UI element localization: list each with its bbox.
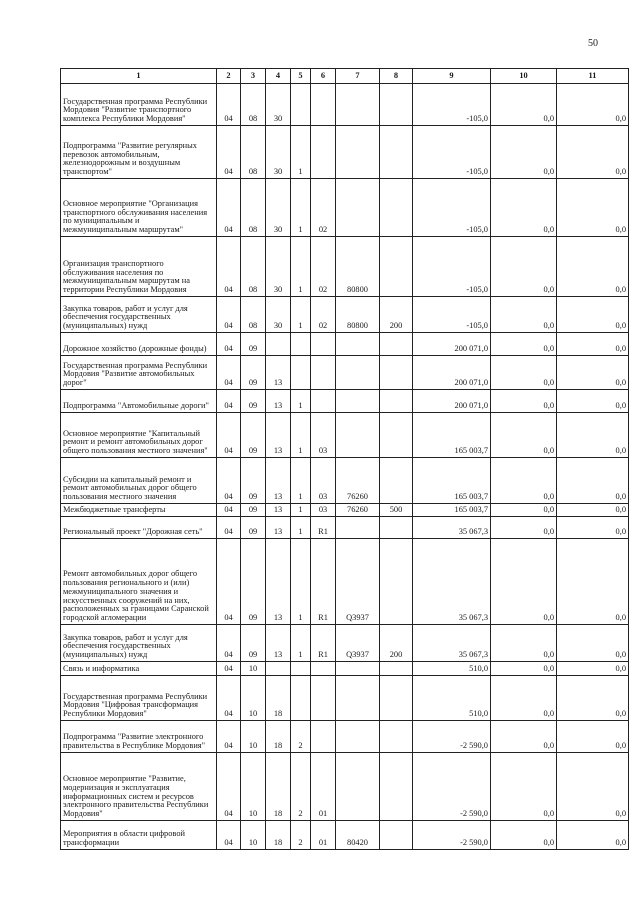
table-cell: 0,0 — [557, 676, 629, 721]
table-cell: 10 — [241, 662, 266, 676]
table-cell: 09 — [241, 458, 266, 504]
table-cell: 200 071,0 — [413, 333, 491, 356]
table-row — [61, 504, 629, 517]
table-row — [61, 821, 629, 850]
table-cell — [380, 84, 413, 126]
table-cell — [311, 126, 336, 179]
table-cell: 0,0 — [557, 356, 629, 390]
table-cell: 80800 — [336, 237, 380, 297]
table-cell: 09 — [241, 517, 266, 539]
table-cell: 18 — [266, 821, 291, 850]
table-cell: 0,0 — [557, 297, 629, 333]
column-header-4: 4 — [266, 69, 291, 84]
table-cell: 200 — [380, 297, 413, 333]
table-cell: 18 — [266, 676, 291, 721]
table-cell: -105,0 — [413, 237, 491, 297]
table-cell: 04 — [217, 333, 241, 356]
table-cell: 04 — [217, 753, 241, 821]
table-row — [61, 721, 629, 753]
table-cell: 02 — [311, 297, 336, 333]
table-cell: 13 — [266, 413, 291, 458]
table-cell — [380, 676, 413, 721]
table-cell: Q3937 — [336, 539, 380, 625]
column-header-10: 10 — [491, 69, 557, 84]
table-cell: 1 — [291, 297, 311, 333]
table-cell: 0,0 — [557, 721, 629, 753]
table-cell: 04 — [217, 821, 241, 850]
table-cell: 04 — [217, 297, 241, 333]
table-cell: 1 — [291, 517, 311, 539]
row-name-cell: Основное мероприятие "Организация транспортного обслуживания населения по муниципальным и межмуниципальным маршрутам" — [61, 179, 217, 237]
table-cell: 04 — [217, 517, 241, 539]
table-cell: 08 — [241, 84, 266, 126]
table-cell: 08 — [241, 179, 266, 237]
table-cell: 1 — [291, 413, 311, 458]
table-cell: 200 — [380, 625, 413, 662]
table-cell — [380, 517, 413, 539]
row-name-cell: Связь и информатика — [61, 662, 217, 676]
table-cell — [266, 333, 291, 356]
table-cell: 04 — [217, 662, 241, 676]
table-cell: 04 — [217, 504, 241, 517]
table-cell: 10 — [241, 676, 266, 721]
table-cell: 01 — [311, 753, 336, 821]
table-cell: 13 — [266, 390, 291, 413]
table-row — [61, 676, 629, 721]
table-header-row — [61, 69, 629, 84]
table-cell: 0,0 — [557, 517, 629, 539]
table-cell — [336, 676, 380, 721]
table-cell — [336, 179, 380, 237]
column-header-6: 6 — [311, 69, 336, 84]
row-name-cell: Мероприятия в области цифровой трансформации — [61, 821, 217, 850]
table-row — [61, 237, 629, 297]
table-cell: 1 — [291, 458, 311, 504]
table-cell: 13 — [266, 625, 291, 662]
table-cell: 10 — [241, 721, 266, 753]
table-cell: 09 — [241, 413, 266, 458]
table-cell: 13 — [266, 539, 291, 625]
table-row — [61, 126, 629, 179]
table-cell: 04 — [217, 721, 241, 753]
table-cell: 2 — [291, 721, 311, 753]
column-header-3: 3 — [241, 69, 266, 84]
page-number: 50 — [588, 38, 598, 49]
table-cell: 18 — [266, 753, 291, 821]
table-cell — [336, 390, 380, 413]
table-cell — [380, 179, 413, 237]
table-cell: R1 — [311, 539, 336, 625]
row-name-cell: Государственная программа Республики Мордовия "Развитие автомобильных дорог" — [61, 356, 217, 390]
table-cell — [336, 356, 380, 390]
table-cell: 0,0 — [491, 662, 557, 676]
table-cell: 04 — [217, 458, 241, 504]
table-cell: 02 — [311, 179, 336, 237]
table-cell: 30 — [266, 126, 291, 179]
table-cell: 510,0 — [413, 676, 491, 721]
table-cell: 0,0 — [491, 390, 557, 413]
table-cell: 30 — [266, 297, 291, 333]
table-cell — [380, 413, 413, 458]
table-cell: 03 — [311, 413, 336, 458]
table-cell: 04 — [217, 413, 241, 458]
table-cell: 0,0 — [491, 126, 557, 179]
table-cell: R1 — [311, 625, 336, 662]
table-cell: 1 — [291, 237, 311, 297]
table-cell: 04 — [217, 625, 241, 662]
table-cell — [380, 821, 413, 850]
table-cell: 76260 — [336, 458, 380, 504]
table-cell — [291, 356, 311, 390]
table-cell: 03 — [311, 458, 336, 504]
table-cell: 0,0 — [491, 458, 557, 504]
table-cell: 10 — [241, 753, 266, 821]
table-cell: 35 067,3 — [413, 517, 491, 539]
table-cell: 08 — [241, 297, 266, 333]
table-cell: 35 067,3 — [413, 539, 491, 625]
table-cell: 04 — [217, 676, 241, 721]
row-name-cell: Подпрограмма "Автомобильные дороги" — [61, 390, 217, 413]
table-cell: 13 — [266, 517, 291, 539]
column-header-2: 2 — [217, 69, 241, 84]
table-cell: 04 — [217, 126, 241, 179]
row-name-cell: Региональный проект "Дорожная сеть" — [61, 517, 217, 539]
table-row — [61, 625, 629, 662]
table-cell: 500 — [380, 504, 413, 517]
table-cell: 09 — [241, 504, 266, 517]
table-cell — [266, 662, 291, 676]
table-cell: 0,0 — [491, 84, 557, 126]
table-cell: 1 — [291, 179, 311, 237]
table-cell: -105,0 — [413, 84, 491, 126]
table-cell: 13 — [266, 504, 291, 517]
table-cell — [311, 721, 336, 753]
table-row — [61, 753, 629, 821]
table-row — [61, 297, 629, 333]
column-header-7: 7 — [336, 69, 380, 84]
table-row — [61, 517, 629, 539]
table-cell: 165 003,7 — [413, 413, 491, 458]
table-cell: 0,0 — [491, 504, 557, 517]
table-cell: 0,0 — [491, 721, 557, 753]
table-row — [61, 539, 629, 625]
table-cell — [380, 662, 413, 676]
table-cell: 200 071,0 — [413, 390, 491, 413]
column-header-9: 9 — [413, 69, 491, 84]
row-name-cell: Закупка товаров, работ и услуг для обеспечения государственных (муниципальных) нужд — [61, 625, 217, 662]
table-cell — [311, 676, 336, 721]
row-name-cell: Государственная программа Республики Мордовия "Развитие транспортного комплекса Республики Мордовия" — [61, 84, 217, 126]
table-cell: 0,0 — [491, 821, 557, 850]
table-row — [61, 333, 629, 356]
table-cell — [336, 126, 380, 179]
table-cell: 1 — [291, 539, 311, 625]
table-cell — [380, 539, 413, 625]
table-cell: 0,0 — [557, 504, 629, 517]
table-cell: 0,0 — [557, 84, 629, 126]
table-cell: -2 590,0 — [413, 821, 491, 850]
table-cell: 30 — [266, 179, 291, 237]
table-cell: -2 590,0 — [413, 753, 491, 821]
table-cell: 09 — [241, 390, 266, 413]
table-cell: 08 — [241, 126, 266, 179]
table-cell: 1 — [291, 625, 311, 662]
table-cell: 02 — [311, 237, 336, 297]
table-cell: 200 071,0 — [413, 356, 491, 390]
table-cell: 0,0 — [557, 753, 629, 821]
table-cell — [311, 356, 336, 390]
table-cell: 09 — [241, 539, 266, 625]
column-header-5: 5 — [291, 69, 311, 84]
table-cell — [380, 390, 413, 413]
table-cell: 1 — [291, 390, 311, 413]
table-cell — [380, 753, 413, 821]
table-cell: 0,0 — [557, 413, 629, 458]
table-cell: 04 — [217, 390, 241, 413]
row-name-cell: Дорожное хозяйство (дорожные фонды) — [61, 333, 217, 356]
table-cell — [311, 390, 336, 413]
column-header-11: 11 — [557, 69, 629, 84]
table-cell: 0,0 — [491, 413, 557, 458]
table-cell: 80420 — [336, 821, 380, 850]
table-cell — [311, 333, 336, 356]
table-cell: 2 — [291, 753, 311, 821]
table-cell — [336, 662, 380, 676]
table-cell: 04 — [217, 84, 241, 126]
table-cell — [380, 333, 413, 356]
table-cell: 0,0 — [491, 297, 557, 333]
table-cell: 0,0 — [557, 237, 629, 297]
table-cell: 76260 — [336, 504, 380, 517]
column-header-1: 1 — [61, 69, 217, 84]
table-row — [61, 179, 629, 237]
table-cell — [291, 333, 311, 356]
table-cell: 165 003,7 — [413, 504, 491, 517]
table-row — [61, 413, 629, 458]
row-name-cell: Субсидии на капитальный ремонт и ремонт автомобильных дорог общего пользования местного значения — [61, 458, 217, 504]
table-cell — [336, 333, 380, 356]
table-cell — [336, 721, 380, 753]
row-name-cell: Подпрограмма "Развитие регулярных перевозок автомобильным, железнодорожным и воздушным транспортом" — [61, 126, 217, 179]
row-name-cell: Межбюджетные трансферты — [61, 504, 217, 517]
table-row — [61, 84, 629, 126]
table-cell — [380, 126, 413, 179]
table-cell: 0,0 — [557, 390, 629, 413]
table-cell: 30 — [266, 237, 291, 297]
row-name-cell: Закупка товаров, работ и услуг для обеспечения государственных (муниципальных) нужд — [61, 297, 217, 333]
table-cell: 04 — [217, 356, 241, 390]
table-cell: 80800 — [336, 297, 380, 333]
budget-table — [60, 68, 629, 850]
table-cell — [291, 84, 311, 126]
table-cell: -105,0 — [413, 179, 491, 237]
table-cell: -105,0 — [413, 126, 491, 179]
table-cell — [291, 676, 311, 721]
table-cell: 0,0 — [557, 333, 629, 356]
table-row — [61, 356, 629, 390]
column-header-8: 8 — [380, 69, 413, 84]
table-cell: 13 — [266, 356, 291, 390]
row-name-cell: Подпрограмма "Развитие электронного правительства в Республике Мордовия" — [61, 721, 217, 753]
table-cell — [380, 721, 413, 753]
table-cell: R1 — [311, 517, 336, 539]
table-cell: 165 003,7 — [413, 458, 491, 504]
table-cell — [311, 84, 336, 126]
table-cell: 510,0 — [413, 662, 491, 676]
table-cell: 0,0 — [491, 356, 557, 390]
table-cell: 1 — [291, 504, 311, 517]
table-cell: 0,0 — [491, 237, 557, 297]
table-cell — [336, 517, 380, 539]
table-cell: 1 — [291, 126, 311, 179]
table-row — [61, 662, 629, 676]
table-cell — [291, 662, 311, 676]
table-cell — [380, 237, 413, 297]
table-cell: 09 — [241, 356, 266, 390]
table-cell — [336, 413, 380, 458]
table-cell: 0,0 — [491, 625, 557, 662]
table-cell — [336, 753, 380, 821]
table-cell: 2 — [291, 821, 311, 850]
table-cell: 0,0 — [557, 126, 629, 179]
table-cell: -105,0 — [413, 297, 491, 333]
table-cell: 0,0 — [491, 517, 557, 539]
table-cell: 0,0 — [491, 753, 557, 821]
row-name-cell: Организация транспортного обслуживания населения по межмуниципальным маршрутам на территории Республики Мордовия — [61, 237, 217, 297]
table-cell: 03 — [311, 504, 336, 517]
table-cell: 0,0 — [557, 662, 629, 676]
table-cell: 0,0 — [491, 676, 557, 721]
table-cell — [380, 356, 413, 390]
table-cell: 0,0 — [557, 179, 629, 237]
table-cell: 0,0 — [557, 821, 629, 850]
table-cell — [336, 84, 380, 126]
table-cell: 04 — [217, 539, 241, 625]
table-cell: -2 590,0 — [413, 721, 491, 753]
table-cell: 04 — [217, 237, 241, 297]
row-name-cell: Государственная программа Республики Мордовия "Цифровая трансформация Республики Мордовия" — [61, 676, 217, 721]
row-name-cell: Ремонт автомобильных дорог общего пользования регионального и (или) межмуниципального значения и искусственных сооружений на них, расположенных за границами Саранской городской агломерации — [61, 539, 217, 625]
table-cell: 0,0 — [557, 539, 629, 625]
row-name-cell: Основное мероприятие "Капитальный ремонт и ремонт автомобильных дорог общего пользования местного значения" — [61, 413, 217, 458]
table-row — [61, 390, 629, 413]
table-body — [61, 84, 629, 850]
table-cell: Q3937 — [336, 625, 380, 662]
row-name-cell: Основное мероприятие "Развитие, модернизация и эксплуатация информационных систем и ресурсов электронного правительства Республики Мордовия" — [61, 753, 217, 821]
table-cell: 35 067,3 — [413, 625, 491, 662]
table-cell: 0,0 — [491, 333, 557, 356]
table-row — [61, 458, 629, 504]
table-cell — [380, 458, 413, 504]
table-cell: 0,0 — [491, 539, 557, 625]
table-cell: 08 — [241, 237, 266, 297]
table-cell: 01 — [311, 821, 336, 850]
table-cell: 0,0 — [491, 179, 557, 237]
table-cell: 09 — [241, 625, 266, 662]
table-cell: 04 — [217, 179, 241, 237]
table-cell: 10 — [241, 821, 266, 850]
table-cell: 13 — [266, 458, 291, 504]
table-cell — [311, 662, 336, 676]
table-cell: 0,0 — [557, 625, 629, 662]
table-cell: 18 — [266, 721, 291, 753]
table-cell: 30 — [266, 84, 291, 126]
table-cell: 0,0 — [557, 458, 629, 504]
table-cell: 09 — [241, 333, 266, 356]
